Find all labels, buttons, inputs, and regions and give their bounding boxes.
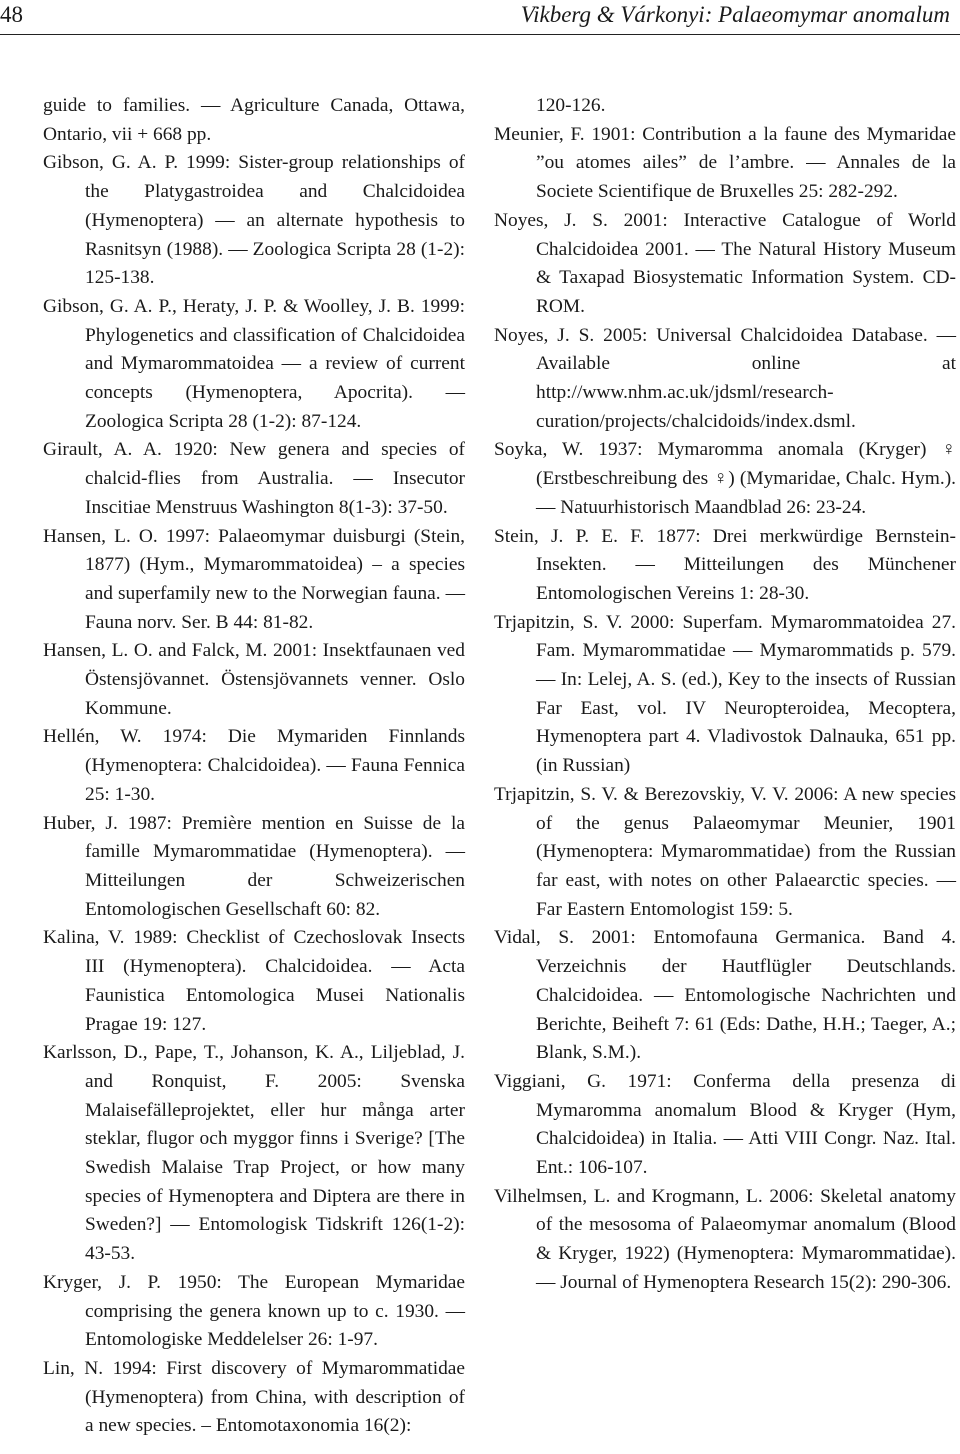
reference-entry: Kalina, V. 1989: Checklist of Czechoslovak Insects III (Hymenoptera). Chalcidoidea. — Acta Faunistica Entomologica Musei Nationalis Pragae 19: 127. bbox=[43, 927, 465, 1035]
reference-entry: Gibson, G. A. P. 1999: Sister-group relationships of the Platygastroidea and Chalcidoidea (Hymenoptera) — an alternate hypothesis to Rasnitsyn (1988). — Zoologica Scripta 28 (1-2): 125-138. bbox=[43, 152, 465, 289]
page-header bbox=[0, 0, 960, 35]
reference-entry: Girault, A. A. 1920: New genera and species of chalcid-flies from Australia. — Insecutor Inscitiae Menstruus Washington 8(1-3): 37-50. bbox=[43, 439, 465, 518]
reference-entry: Kryger, J. P. 1950: The European Mymaridae comprising the genera known up to c. 1930. — Entomologiske Meddelelser 26: 1-97. bbox=[43, 1271, 465, 1351]
reference-entry: Gibson, G. A. P., Heraty, J. P. & Woolley, J. B. 1999: Phylogenetics and classification of Chalcidoidea and Mymarommatoidea — a review of current concepts (Hymenoptera, Apocrita). — Zoologica Scripta 28 (1-2): 87-124. bbox=[43, 295, 465, 432]
reference-entry: Huber, J. 1987: Première mention en Suisse de la famille Mymarommatidae (Hymenoptera). — Mitteilungen der Schweizerischen Entomologischen Gesellschaft 60: 82. bbox=[43, 812, 465, 920]
reference-entry: guide to families. — Agriculture Canada, Ottawa, Ontario, vii + 668 pp. bbox=[43, 95, 465, 145]
reference-entry: Hansen, L. O. and Falck, M. 2001: Insektfaunaen ved Östensjövannet. Östensjövannets venner. Oslo Kommune. bbox=[43, 640, 465, 719]
reference-entry: Trjapitzin, S. V. & Berezovskiy, V. V. 2006: A new species of the genus Palaeomymar Meunier, 1901 (Hymenoptera: Mymarommatidae) from the Russian far east, with notes on other Palaearctic species. — Far Eastern Entomologist 159: 5. bbox=[494, 783, 956, 920]
reference-entry: Trjapitzin, S. V. 2000: Superfam. Mymarommatoidea 27. Fam. Mymarommatidae — Mymarommatids p. 579. — In: Lelej, A. S. (ed.), Key to the insects of Russian Far East, vol. IV Neuropteroidea, Mecoptera, Hymenoptera part 4. Vladivostok Dalnauka, 651 pp. (in Russian) bbox=[494, 611, 956, 777]
reference-entry: Viggiani, G. 1971: Conferma della presenza di Mymaromma anomalum Blood & Kryger (Hym, Chalcidoidea) in Italia. — Atti VIII Congr. Naz. Ital. Ent.: 106-107. bbox=[494, 1070, 956, 1179]
page-number: 48 bbox=[0, 2, 23, 27]
reference-entry: Hellén, W. 1974: Die Mymariden Finnlands (Hymenoptera: Chalcidoidea). — Fauna Fennica 25: 1-30. bbox=[43, 726, 465, 805]
reference-entry: Karlsson, D., Pape, T., Johanson, K. A., Liljeblad, J. and Ronquist, F. 2005: Svenska Malaisefälleprojektet, eller hur många arter steklar, flugor och myggor finns i Sverige? [The Swedish Malaise Trap Project, or how many species of Hymenoptera and Diptera are there in Sweden?] — Entomologisk Tidskrift 126(1-2): 43-53. bbox=[43, 1042, 465, 1265]
reference-entry: Noyes, J. S. 2001: Interactive Catalogue of World Chalcidoidea 2001. — The Natural History Museum & Taxapad Biosystematic Information System. CD-ROM. bbox=[494, 209, 956, 317]
reference-entry: Vilhelmsen, L. and Krogmann, L. 2006: Skeletal anatomy of the mesosoma of Palaeomymar anomalum (Blood & Kryger, 1922) (Hymenoptera: Mymarommatidae). — Journal of Hymenoptera Research 15(2): 290-306. bbox=[494, 1185, 956, 1293]
reference-entry: Stein, J. P. E. F. 1877: Drei merkwürdige Bernstein-Insekten. — Mitteilungen des Münchener Entomologischen Vereins 1: 28-30. bbox=[494, 525, 956, 604]
running-title: Vikberg & Várkonyi: Palaeomymar anomalum bbox=[520, 2, 950, 27]
reference-entry: Lin, N. 1994: First discovery of Mymarommatidae (Hymenoptera) from China, with description of a new species. – Entomotaxonomia 16(2): bbox=[43, 1357, 465, 1437]
reference-entry: Vidal, S. 2001: Entomofauna Germanica. Band 4. Verzeichnis der Hautflügler Deutschlands. Chalcidoidea. — Entomologische Nachrichten und Berichte, Beiheft 7: 61 (Eds: Dathe, H.H.; Taeger, A.; Blank, S.M.). bbox=[494, 927, 956, 1064]
reference-continuation: 120-126. bbox=[536, 95, 606, 116]
reference-entry: Meunier, F. 1901: Contribution a la faune des Mymaridae ”ou atomes ailes” de l’ambre. — Annales de la Societe Scientifique de Bruxelles 25: 282-292. bbox=[494, 123, 956, 203]
reference-entry: Soyka, W. 1937: Mymaromma anomala (Kryger) ♀ (Erstbeschreibung des ♀) (Mymaridae, Chalc. Hym.). — Natuurhistorisch Maandblad 26: 23-24. bbox=[494, 439, 956, 518]
references-right-column bbox=[494, 92, 956, 1298]
reference-entry: Noyes, J. S. 2005: Universal Chalcidoidea Database. — Available online at http://www.nhm.ac.uk/jdsml/research-curation/projects/chalcidoids/index.dsml. bbox=[494, 324, 956, 432]
references-left-column bbox=[43, 92, 465, 1441]
reference-entry: Hansen, L. O. 1997: Palaeomymar duisburgi (Stein, 1877) (Hym., Mymarommatoidea) – a species and superfamily new to the Norwegian fauna. — Fauna norv. Ser. B 44: 81-82. bbox=[43, 525, 465, 633]
